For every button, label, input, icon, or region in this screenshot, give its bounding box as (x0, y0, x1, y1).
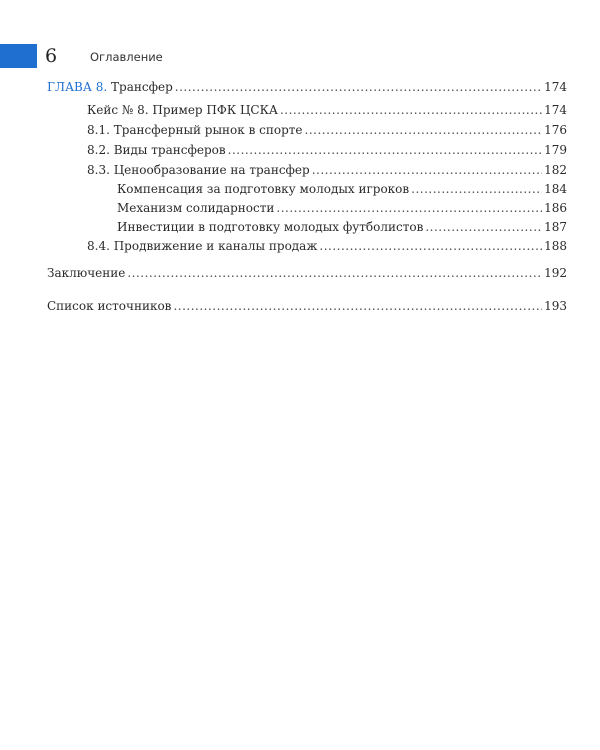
toc-entry-page: 174 (544, 80, 567, 94)
toc-entry-title: Механизм солидарности (117, 201, 275, 215)
dot-leader (228, 141, 542, 159)
toc-entry-chapter-8[interactable] (47, 78, 567, 96)
dot-leader (173, 297, 542, 315)
toc-entry-8-1[interactable] (87, 121, 567, 139)
toc-entry-compensation[interactable] (117, 180, 567, 198)
toc-entry-title: 8.3. Ценообразование на трансфер (87, 163, 310, 177)
toc-entry-references[interactable] (47, 297, 567, 315)
toc-entry-page: 176 (544, 123, 567, 137)
header-accent-bar (0, 44, 37, 68)
toc-entry-title: Трансфер (111, 80, 173, 94)
dot-leader (175, 78, 542, 96)
toc-entry-solidarity[interactable] (117, 199, 567, 217)
toc-entry-8-3[interactable] (87, 161, 567, 179)
toc-entry-title: Компенсация за подготовку молодых игроков (117, 182, 410, 196)
page-number: 6 (45, 45, 58, 67)
toc-entry-page: 184 (544, 182, 567, 196)
dot-leader (411, 180, 542, 198)
dot-leader (280, 101, 542, 119)
toc-entry-title: Заключение (47, 266, 126, 280)
toc-entry-conclusion[interactable] (47, 264, 567, 282)
toc-entry-title: 8.2. Виды трансферов (87, 143, 226, 157)
toc-entry-page: 192 (544, 266, 567, 280)
toc-entry-title: 8.1. Трансферный рынок в спорте (87, 123, 303, 137)
toc-entry-title: 8.4. Продвижение и каналы продаж (87, 239, 318, 253)
toc-entry-8-4[interactable] (87, 237, 567, 255)
toc-entry-page: 174 (544, 103, 567, 117)
toc-entry-investments[interactable] (117, 218, 567, 236)
dot-leader (425, 218, 542, 236)
toc-entry-page: 179 (544, 143, 567, 157)
dot-leader (305, 121, 543, 139)
toc-entry-8-2[interactable] (87, 141, 567, 159)
chapter-label: ГЛАВА 8. (47, 80, 108, 94)
dot-leader (127, 264, 542, 282)
toc-entry-page: 187 (544, 220, 567, 234)
toc-entry-page: 188 (544, 239, 567, 253)
toc-entry-page: 186 (544, 201, 567, 215)
toc-entry-title: Инвестиции в подготовку молодых футболистов (117, 220, 424, 234)
dot-leader (319, 237, 542, 255)
toc-entry-case-8[interactable] (87, 101, 567, 119)
running-title: Оглавление (90, 50, 163, 64)
toc-entry-page: 182 (544, 163, 567, 177)
toc-entry-title: Список источников (47, 299, 172, 313)
dot-leader (276, 199, 542, 217)
toc-entry-page: 193 (544, 299, 567, 313)
dot-leader (312, 161, 542, 179)
toc-entry-title: Кейс № 8. Пример ПФК ЦСКА (87, 103, 278, 117)
